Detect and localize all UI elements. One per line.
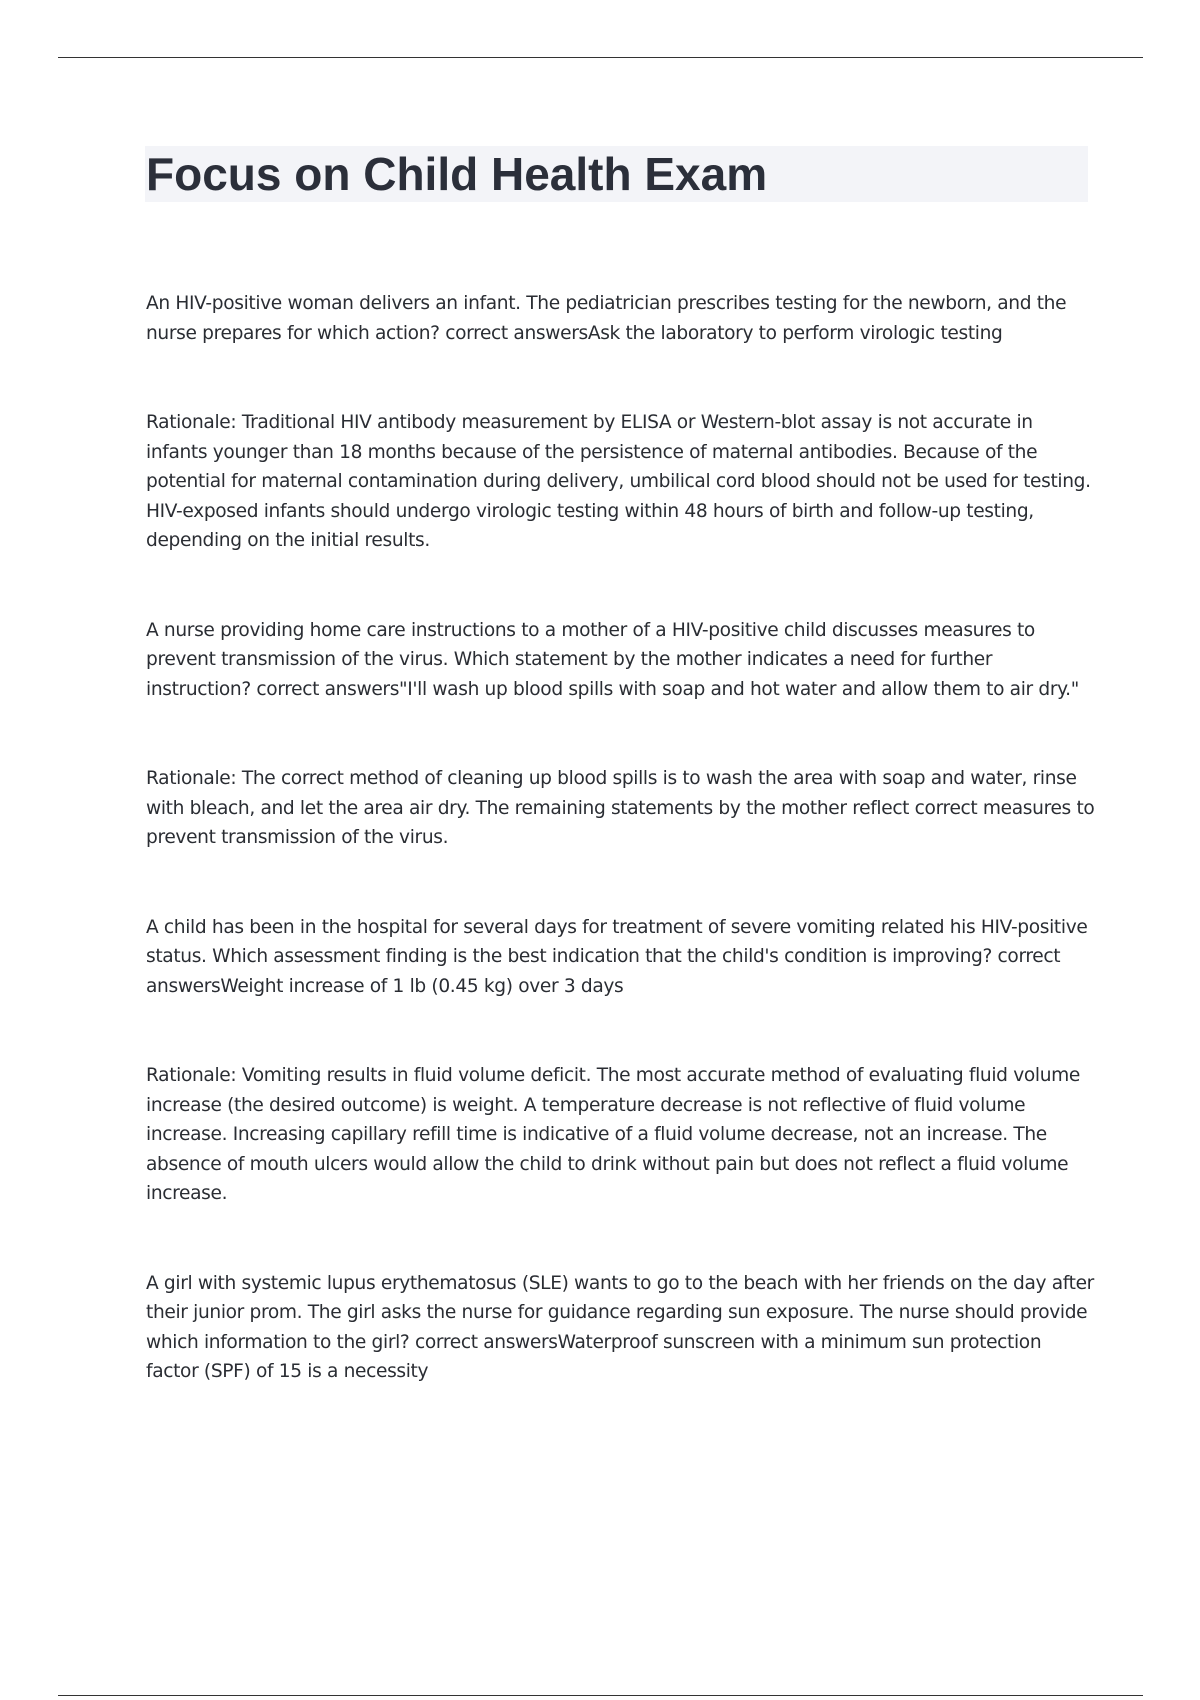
top-rule	[58, 57, 1143, 58]
question-vomiting-improvement: A child has been in the hospital for several days for treatment of severe vomiting related his HIV-positive status. Which assessment finding is the best indication that the child's condition is improving? correct answersWeight increase of 1 lb (0.45 kg) over 3 days	[146, 916, 1088, 997]
document-body	[146, 289, 1096, 1387]
bottom-rule	[58, 1695, 1143, 1696]
page-title: Focus on Child Health Exam	[146, 148, 768, 200]
rationale-vomiting-improvement: Rationale: Vomiting results in fluid volume deficit. The most accurate method of evaluating fluid volume increase (the desired outcome) is weight. A temperature decrease is not reflective of fluid volume increase. Increasing capillary refill time is indicative of a fluid volume decrease, not an increase. The absence of mouth ulcers would allow the child to drink without pain but does not reflect a fluid volume increase.	[146, 1065, 1080, 1204]
question-hiv-newborn-testing: An HIV-positive woman delivers an infant. The pediatrician prescribes testing for the newborn, and the nurse prepares for which action? correct answersAsk the laboratory to perform virologic testing	[146, 293, 1067, 344]
question-hiv-transmission-instruction: A nurse providing home care instructions to a mother of a HIV-positive child discusses measures to prevent transmission of the virus. Which statement by the mother indicates a need for further instruction? correct answers"I'll wash up blood spills with soap and hot water and allow them to air dry."	[146, 619, 1079, 700]
rationale-hiv-newborn-testing: Rationale: Traditional HIV antibody measurement by ELISA or Western-blot assay is not accurate in infants younger than 18 months because of the persistence of maternal antibodies. Because of the potential for maternal contamination during delivery, umbilical cord blood should not be used for testing. HIV-exposed infants should undergo virologic testing within 48 hours of birth and follow-up testing, depending on the initial results.	[146, 412, 1091, 551]
question-sle-sun-exposure: A girl with systemic lupus erythematosus (SLE) wants to go to the beach with her friends on the day after their junior prom. The girl asks the nurse for guidance regarding sun exposure. The nurse should provide which information to the girl? correct answersWaterproof sunscreen with a minimum sun protection factor (SPF) of 15 is a necessity	[146, 1272, 1094, 1382]
rationale-hiv-transmission-instruction: Rationale: The correct method of cleaning up blood spills is to wash the area with soap and water, rinse with bleach, and let the area air dry. The remaining statements by the mother reflect correct measures to prevent transmission of the virus.	[146, 768, 1095, 848]
